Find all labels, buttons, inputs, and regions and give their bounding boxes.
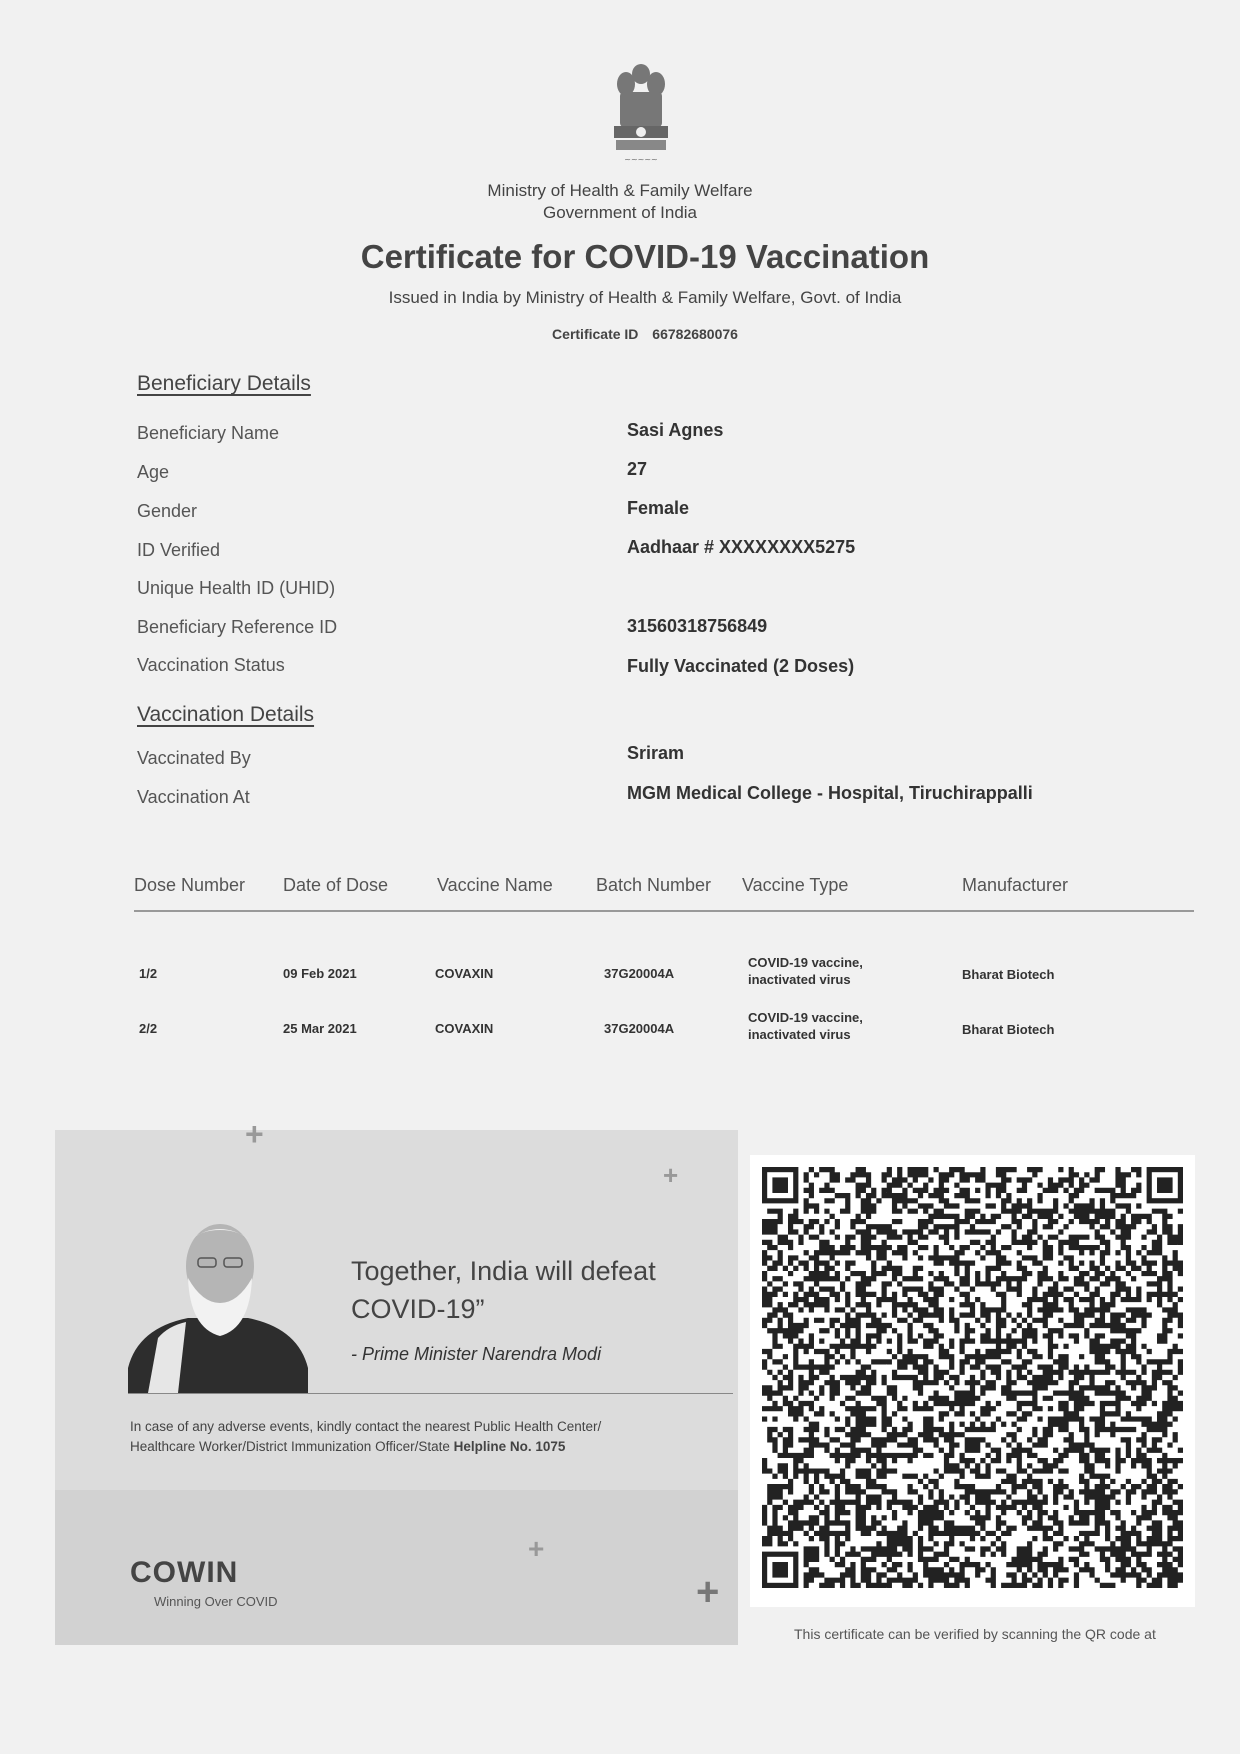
ministry-name: Ministry of Health & Family Welfare — [487, 181, 753, 200]
certificate-id-label: Certificate ID — [552, 326, 639, 342]
qr-modules — [762, 1167, 1183, 1588]
dose-number-cell: 2/2 — [139, 1021, 158, 1036]
certificate-title: Certificate for COVID-19 Vaccination — [360, 238, 930, 275]
gender-value: Female — [627, 498, 690, 518]
prime-minister-portrait — [128, 1208, 308, 1393]
contact-text: Healthcare Worker/District Immunization Officer/State — [130, 1439, 454, 1454]
vaccination-status-label: Vaccination Status — [137, 655, 285, 675]
cowin-tagline: Winning Over COVID — [154, 1594, 278, 1609]
qr-code-image — [762, 1167, 1183, 1588]
age-value: 27 — [627, 459, 648, 479]
vaccine-name-cell: COVAXIN — [435, 1021, 494, 1036]
table-header: Vaccine Name — [437, 875, 553, 895]
ministry-heading — [0, 180, 1240, 224]
beneficiary-section-title: Beneficiary Details — [137, 372, 311, 395]
reference-id-value: 31560318756849 — [627, 616, 768, 636]
vaccine-type-cell — [748, 1009, 863, 1043]
contact-line: In case of any adverse events, kindly contact the nearest Public Health Center/ — [130, 1419, 602, 1434]
plus-decoration-icon: + — [696, 1570, 720, 1614]
vaccination-status-value: Fully Vaccinated (2 Doses) — [627, 656, 855, 676]
plus-decoration-icon: + — [663, 1160, 679, 1190]
divider — [128, 1393, 733, 1394]
beneficiary-name-value: Sasi Agnes — [627, 420, 724, 440]
government-name: Government of India — [542, 203, 698, 222]
quote-line: Together, India will defeat — [351, 1256, 656, 1286]
pm-quote — [351, 1252, 691, 1328]
dose-number-cell: 1/2 — [139, 966, 158, 981]
vaccination-at-value: MGM Medical College - Hospital, Tiruchirappalli — [627, 783, 1033, 803]
batch-number-cell: 37G20004A — [604, 1021, 675, 1036]
qr-finder-center — [772, 1562, 788, 1578]
vaccination-at-label: Vaccination At — [137, 787, 250, 807]
qr-finder-center — [1157, 1177, 1173, 1193]
dose-date-cell: 09 Feb 2021 — [283, 966, 357, 981]
table-header: Dose Number — [134, 875, 246, 895]
batch-number-cell: 37G20004A — [604, 966, 675, 981]
adverse-events-contact — [130, 1417, 730, 1457]
vaccine-name-cell: COVAXIN — [435, 966, 494, 981]
contact-line — [130, 1437, 730, 1457]
quote-attribution: - Prime Minister Narendra Modi — [351, 1344, 602, 1364]
table-header: Manufacturer — [962, 875, 1069, 895]
reference-id-label: Beneficiary Reference ID — [137, 617, 338, 637]
cowin-logo: COWIN — [130, 1556, 239, 1589]
quote-line: COVID-19” — [351, 1294, 485, 1324]
plus-decoration-icon: + — [528, 1533, 545, 1564]
dose-date-cell: 25 Mar 2021 — [283, 1021, 357, 1036]
table-divider — [134, 910, 1194, 912]
plus-decoration-icon: + — [245, 1116, 264, 1152]
vaccinated-by-label: Vaccinated By — [137, 748, 251, 768]
gender-label: Gender — [137, 501, 198, 521]
table-header: Vaccine Type — [742, 875, 849, 895]
age-label: Age — [137, 462, 170, 482]
certificate-id-value: 66782680076 — [652, 326, 738, 342]
national-emblem-icon — [606, 62, 676, 170]
manufacturer-cell: Bharat Biotech — [962, 967, 1055, 982]
beneficiary-name-label: Beneficiary Name — [137, 423, 280, 443]
vaccination-section-title: Vaccination Details — [137, 703, 315, 726]
vaccine-type-line: inactivated virus — [748, 1027, 851, 1042]
vaccinated-by-value: Sriram — [627, 743, 685, 763]
id-verified-value: Aadhaar # XXXXXXXX5275 — [627, 537, 856, 557]
manufacturer-cell: Bharat Biotech — [962, 1022, 1055, 1037]
qr-code — [750, 1155, 1195, 1607]
certificate-subtitle: Issued in India by Ministry of Health & Family Welfare, Govt. of India — [388, 288, 902, 307]
vaccine-type-line: COVID-19 vaccine, — [748, 1010, 863, 1025]
certificate-id — [0, 326, 1240, 342]
vaccine-type-cell — [748, 954, 863, 988]
vaccine-type-line: COVID-19 vaccine, — [748, 955, 863, 970]
qr-verification-note: This certificate can be verified by scanning the QR code at — [794, 1626, 1156, 1642]
uhid-label: Unique Health ID (UHID) — [137, 578, 336, 598]
svg-text:~~~~~: ~~~~~ — [624, 155, 658, 164]
id-verified-label: ID Verified — [137, 540, 221, 560]
table-header: Batch Number — [596, 875, 712, 895]
qr-finder-center — [772, 1177, 788, 1193]
helpline-number: Helpline No. 1075 — [453, 1439, 566, 1454]
vaccine-type-line: inactivated virus — [748, 972, 851, 987]
table-header: Date of Dose — [283, 875, 389, 895]
